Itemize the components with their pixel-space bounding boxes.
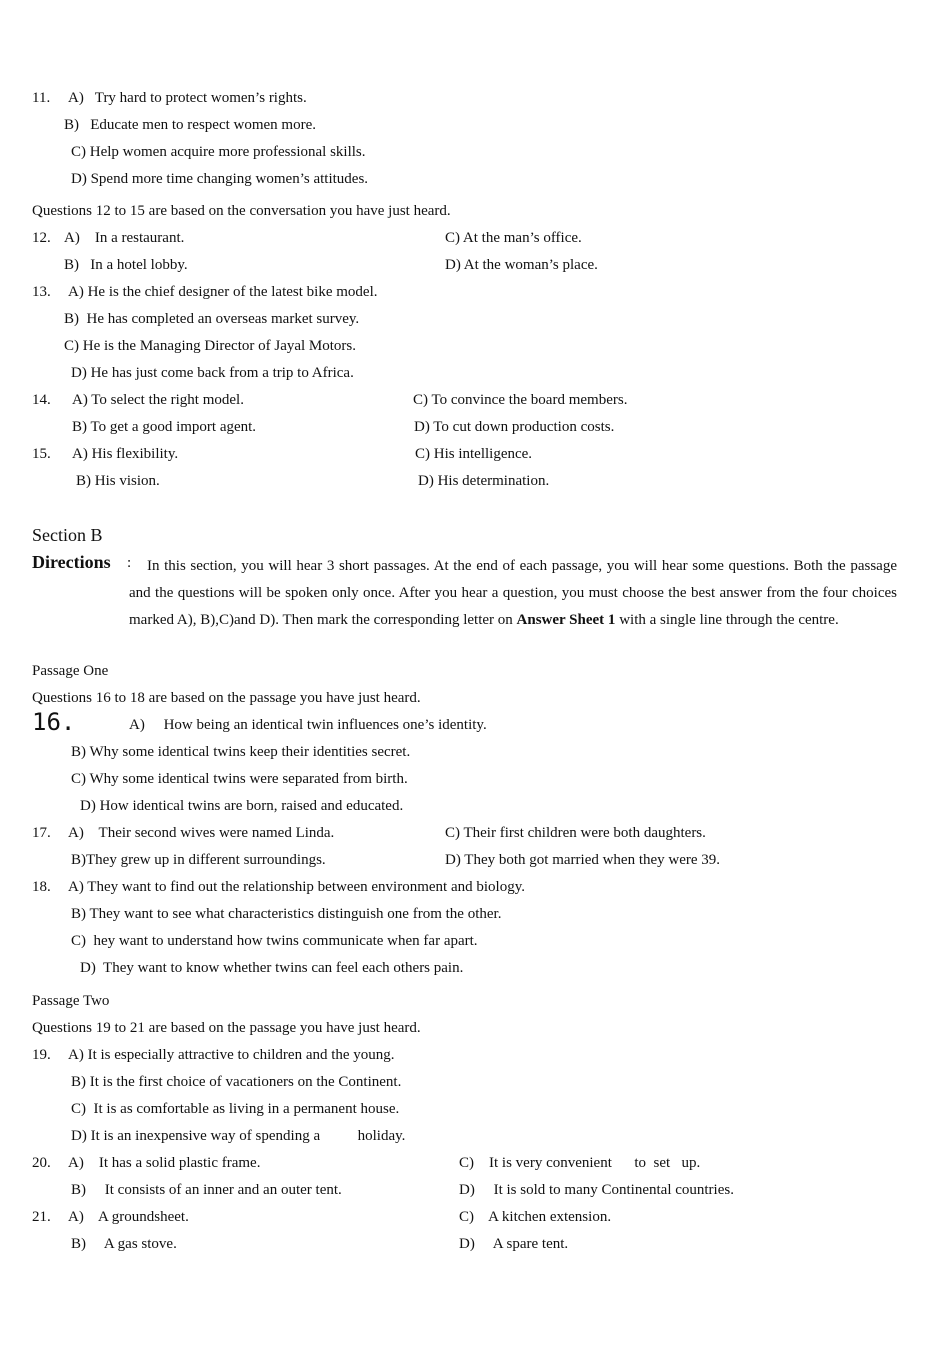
- q13-option-d: D) He has just come back from a trip to Africa.: [71, 365, 354, 381]
- q12-option-c: C) At the man’s office.: [445, 230, 582, 246]
- q20-number: 20.: [32, 1155, 51, 1171]
- q19-option-b: B) It is the first choice of vacationers on the Continent.: [71, 1074, 402, 1090]
- passage-one-intro: Questions 16 to 18 are based on the passage you have just heard.: [32, 690, 421, 706]
- q20-option-d: D) It is sold to many Continental countries.: [459, 1182, 734, 1198]
- q15-option-a: A) His flexibility.: [72, 446, 179, 462]
- q16-option-b: B) Why some identical twins keep their identities secret.: [71, 744, 411, 760]
- q15-option-c: C) His intelligence.: [415, 446, 533, 462]
- q13-number: 13.: [32, 284, 51, 300]
- q20-option-a: A) It has a solid plastic frame.: [68, 1155, 261, 1171]
- q13-option-c: C) He is the Managing Director of Jayal Motors.: [64, 338, 357, 354]
- q18-option-c: C) hey want to understand how twins communicate when far apart.: [71, 933, 478, 949]
- q20-option-b: B) It consists of an inner and an outer tent.: [71, 1182, 342, 1198]
- q21-option-b: B) A gas stove.: [71, 1236, 177, 1252]
- q17-option-d: D) They both got married when they were 39.: [445, 852, 721, 868]
- q15-option-b: B) His vision.: [76, 473, 160, 489]
- passage-one-title: Passage One: [32, 663, 109, 679]
- q11-option-c: C) Help women acquire more professional skills.: [71, 144, 366, 160]
- directions-text-part-2: with a single line through the centre.: [615, 612, 839, 628]
- q19-option-a: A) It is especially attractive to children and the young.: [68, 1047, 395, 1063]
- q20-option-c: C) It is very convenient to set up.: [459, 1155, 701, 1171]
- q14-option-a: A) To select the right model.: [72, 392, 244, 408]
- q11-option-d: D) Spend more time changing women’s attitudes.: [71, 171, 369, 187]
- q11-option-b: B) Educate men to respect women more.: [64, 117, 316, 133]
- q19-option-d: D) It is an inexpensive way of spending a holiday.: [71, 1128, 406, 1144]
- q14-option-d: D) To cut down production costs.: [414, 419, 615, 435]
- q16-number: 16.: [32, 708, 76, 736]
- passage-two-intro: Questions 19 to 21 are based on the passage you have just heard.: [32, 1020, 421, 1036]
- q17-number: 17.: [32, 825, 51, 841]
- q14-option-b: B) To get a good import agent.: [72, 419, 257, 435]
- q17-option-c: C) Their first children were both daughters.: [445, 825, 706, 841]
- q18-option-a: A) They want to find out the relationship between environment and biology.: [68, 879, 525, 895]
- q13-option-a: A) He is the chief designer of the latest bike model.: [68, 284, 378, 300]
- directions-colon: :: [127, 555, 132, 571]
- q16-option-d: D) How identical twins are born, raised and educated.: [80, 798, 404, 814]
- q11-option-a: A) Try hard to protect women’s rights.: [68, 90, 307, 106]
- q18-number: 18.: [32, 879, 51, 895]
- q19-number: 19.: [32, 1047, 51, 1063]
- answer-sheet-label: Answer Sheet 1: [516, 612, 616, 628]
- q18-option-d: D) They want to know whether twins can feel each others pain.: [80, 960, 464, 976]
- q12-number: 12.: [32, 230, 51, 246]
- q21-option-d: D) A spare tent.: [459, 1236, 569, 1252]
- q18-option-b: B) They want to see what characteristics distinguish one from the other.: [71, 906, 502, 922]
- directions-text-part-1: In this section, you will hear 3 short passages. At the end of each passage, you will hear some questions. Both the passage and the questions will be spoken only once. After you hear a question, you must choose the best answer from the four choices marked A), B),C)and D). Then mark the corresponding letter on: [129, 558, 897, 628]
- q13-option-b: B) He has completed an overseas market survey.: [64, 311, 360, 327]
- q21-option-a: A) A groundsheet.: [68, 1209, 189, 1225]
- q15-option-d: D) His determination.: [418, 473, 550, 489]
- q21-option-c: C) A kitchen extension.: [459, 1209, 612, 1225]
- passage-two-title: Passage Two: [32, 993, 110, 1009]
- q12-option-a: A) In a restaurant.: [64, 230, 185, 246]
- q12-option-d: D) At the woman’s place.: [445, 257, 598, 273]
- q14-option-c: C) To convince the board members.: [413, 392, 628, 408]
- q16-option-a: A) How being an identical twin influences one’s identity.: [129, 717, 487, 733]
- directions-label: Directions: [32, 552, 111, 572]
- directions-text: [129, 553, 897, 634]
- q19-option-c: C) It is as comfortable as living in a permanent house.: [71, 1101, 400, 1117]
- q16-option-c: C) Why some identical twins were separated from birth.: [71, 771, 408, 787]
- q21-number: 21.: [32, 1209, 51, 1225]
- conversation-intro: Questions 12 to 15 are based on the conversation you have just heard.: [32, 203, 451, 219]
- section-title: Section B: [32, 525, 103, 545]
- q15-number: 15.: [32, 446, 51, 462]
- q14-number: 14.: [32, 392, 51, 408]
- q17-option-b: B)They grew up in different surroundings.: [71, 852, 326, 868]
- q11-number: 11.: [32, 90, 51, 106]
- q12-option-b: B) In a hotel lobby.: [64, 257, 188, 273]
- q17-option-a: A) Their second wives were named Linda.: [68, 825, 335, 841]
